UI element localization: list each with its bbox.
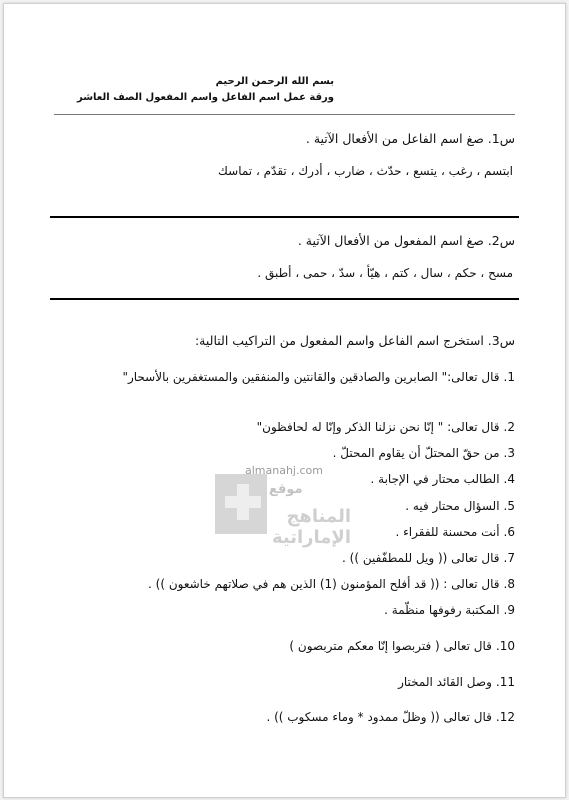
- q3-item: [148, 577, 515, 591]
- q3-item: [289, 639, 515, 653]
- q3-item: [266, 710, 515, 724]
- item-number: 9.: [503, 603, 515, 617]
- watermark-site: almanahj.com: [245, 464, 323, 477]
- item-text: السؤال محتار فيه .: [405, 499, 500, 513]
- q2-verbs: مسح ، حكم ، سال ، كتم ، هيّأ ، سدّ ، حمى ، أطبق .: [257, 266, 513, 280]
- item-number: 12.: [495, 710, 515, 724]
- q3-item: [122, 370, 515, 384]
- q3-item: [342, 551, 515, 565]
- item-number: 2.: [503, 420, 515, 434]
- item-text: قال تعالى (( وظلّ ممدود * وماء مسكوب )) .: [266, 710, 492, 724]
- item-text: المكتبة رفوفها منظّمة .: [384, 603, 500, 617]
- q3-item: [384, 603, 515, 617]
- item-text: قال تعالى: " إنّا نحن نزلنا الذكر وإنّا له لحافظون": [256, 420, 500, 434]
- worksheet-title: ورقة عمل اسم الفاعل واسم المفعول الصف العاشر: [77, 92, 334, 103]
- header-divider: [54, 114, 515, 115]
- item-number: 1.: [503, 370, 515, 384]
- q3-item: [257, 420, 515, 434]
- item-text: قال تعالى (( ويل للمطفّفين )) .: [342, 551, 500, 565]
- item-number: 7.: [503, 551, 515, 565]
- item-number: 4.: [503, 472, 515, 486]
- basmala: بسم الله الرحمن الرحيم: [215, 76, 334, 87]
- watermark-logo: [211, 464, 351, 546]
- item-text: من حقّ المحتلّ أن يقاوم المحتلّ .: [332, 446, 500, 460]
- q3-item: [405, 499, 515, 513]
- q1-verbs: ابتسم ، رغب ، يتسع ، حدّث ، ضارب ، أدرك ، تقدّم ، تماسك: [218, 164, 513, 178]
- watermark-line2: المناهج الإماراتية: [271, 506, 351, 548]
- item-number: 11.: [495, 675, 515, 689]
- item-number: 8.: [503, 577, 515, 591]
- q3-item: [396, 525, 515, 539]
- q3-item: [398, 675, 515, 689]
- item-text: الطالب محتار في الإجابة .: [370, 472, 500, 486]
- item-text: وصل القائد المختار: [398, 675, 492, 689]
- item-number: 10.: [495, 639, 515, 653]
- q2-prompt: س2. صغ اسم المفعول من الأفعال الآتية .: [297, 233, 515, 248]
- watermark-plus-icon: [237, 484, 249, 520]
- worksheet-page: [3, 3, 566, 798]
- q2-divider: [50, 298, 519, 300]
- item-text: قال تعالى ( فتربصوا إنّا معكم متربصون ): [289, 639, 492, 653]
- q3-item: [333, 446, 515, 460]
- item-number: 6.: [503, 525, 515, 539]
- item-text: قال تعالى : (( قد أفلح المؤمنون (1) الذين هم في صلاتهم خاشعون )) .: [148, 577, 500, 591]
- watermark-line1: موقع: [269, 482, 303, 497]
- item-text: أنت محسنة للفقراء .: [395, 525, 500, 539]
- q3-prompt: س3. استخرج اسم الفاعل واسم المفعول من التراكيب التالية:: [194, 333, 515, 348]
- q3-item: [371, 472, 515, 486]
- item-text: قال تعالى:" الصابرين والصادقين والقانتين والمنفقين والمستغفرين بالأسحار": [122, 370, 500, 384]
- item-number: 3.: [503, 446, 515, 460]
- q1-divider: [50, 216, 519, 218]
- item-number: 5.: [503, 499, 515, 513]
- q1-prompt: س1. صغ اسم الفاعل من الأفعال الآتية .: [305, 131, 515, 146]
